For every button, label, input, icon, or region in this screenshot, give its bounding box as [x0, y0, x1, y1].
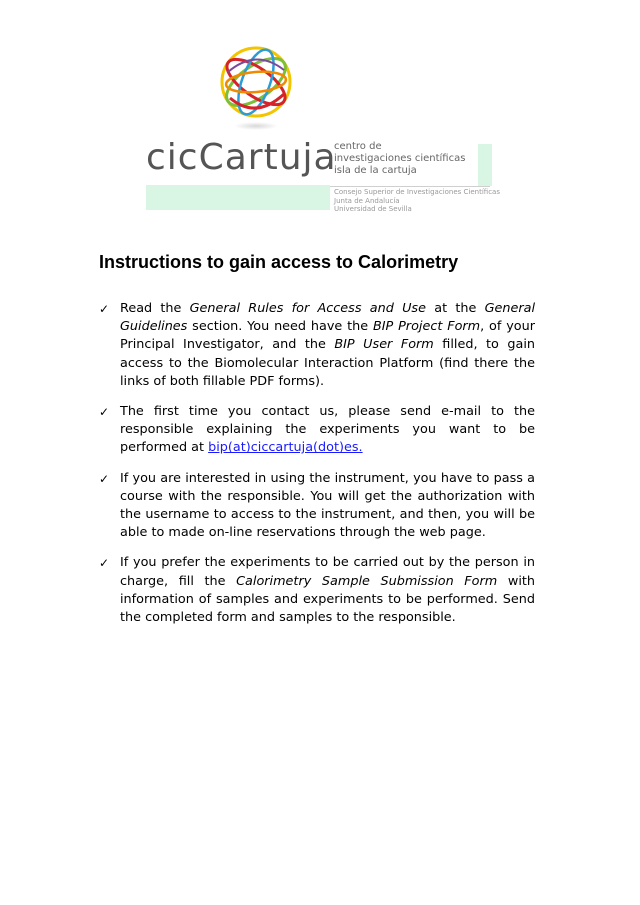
- checkmark-icon: ✓: [99, 556, 110, 571]
- list-item: [99, 470, 535, 543]
- centro-line: centro de: [334, 141, 382, 152]
- logo-shadow: [234, 122, 278, 130]
- item-text: with information of samples and experiments to be performed. Send the completed form and samples to the responsible.: [120, 573, 535, 626]
- checkmark-icon: ✓: [99, 302, 110, 316]
- item-text: at the: [425, 301, 485, 316]
- logo-centro-text: [334, 141, 465, 177]
- item-text: If you are interested in using the instrument, you have to pass a course with the responsible. You will get the authorization with the username to access to the instrument, and then, you will be able to made on-line reservations through the web page.: [120, 470, 535, 541]
- item-text: filled, to gain access to the Biomolecular Interaction Platform (find there the links of both fillable PDF forms).: [120, 337, 536, 389]
- centro-line: isla de la cartuja: [334, 165, 417, 176]
- logo-consejo-text: [334, 188, 500, 214]
- page-title: Instructions to gain access to Calorimetry: [99, 252, 459, 272]
- calorimetry-form-text: Calorimetry Sample Submission Form: [236, 573, 498, 589]
- centro-line: investigaciones científicas: [334, 153, 466, 164]
- list-item: [99, 403, 535, 458]
- item-text: , of your Principal Investigator, and the: [120, 319, 535, 353]
- item-text: The first time you contact us, please send e-mail to the responsible explaining the experiments you want to be performed at: [120, 404, 535, 456]
- globe-logo-icon: [218, 42, 294, 122]
- consejo-line: Junta de Andalucía: [334, 196, 400, 205]
- instructions-list: [99, 300, 535, 639]
- logo-green-accent: [478, 144, 492, 186]
- logo-divider: [330, 186, 490, 187]
- item-text: Read the: [120, 301, 190, 316]
- checkmark-icon: ✓: [99, 471, 110, 486]
- logo-green-bar: [146, 185, 330, 210]
- bip-project-form-text: BIP Project Form: [372, 319, 481, 335]
- header: [0, 0, 640, 220]
- general-rules-text: General Rules for Access and Use: [189, 301, 426, 316]
- consejo-line: Consejo Superior de Investigaciones Científicas: [334, 188, 500, 196]
- item-text: section. You need have the: [187, 319, 373, 335]
- logo-wordmark: cicCartuja: [146, 137, 337, 178]
- checkmark-icon: ✓: [99, 405, 110, 420]
- bip-user-form-text: BIP User Form: [334, 337, 434, 353]
- consejo-line: Universidad de Sevilla: [334, 205, 412, 213]
- list-item: [99, 300, 535, 391]
- general-guidelines-text: General Guidelines: [120, 301, 535, 335]
- list-item: [99, 554, 535, 627]
- item-text: If you prefer the experiments to be carried out by the person in charge, fill the: [120, 555, 535, 589]
- email-link[interactable]: bip(at)ciccartuja(dot)es.: [208, 440, 363, 456]
